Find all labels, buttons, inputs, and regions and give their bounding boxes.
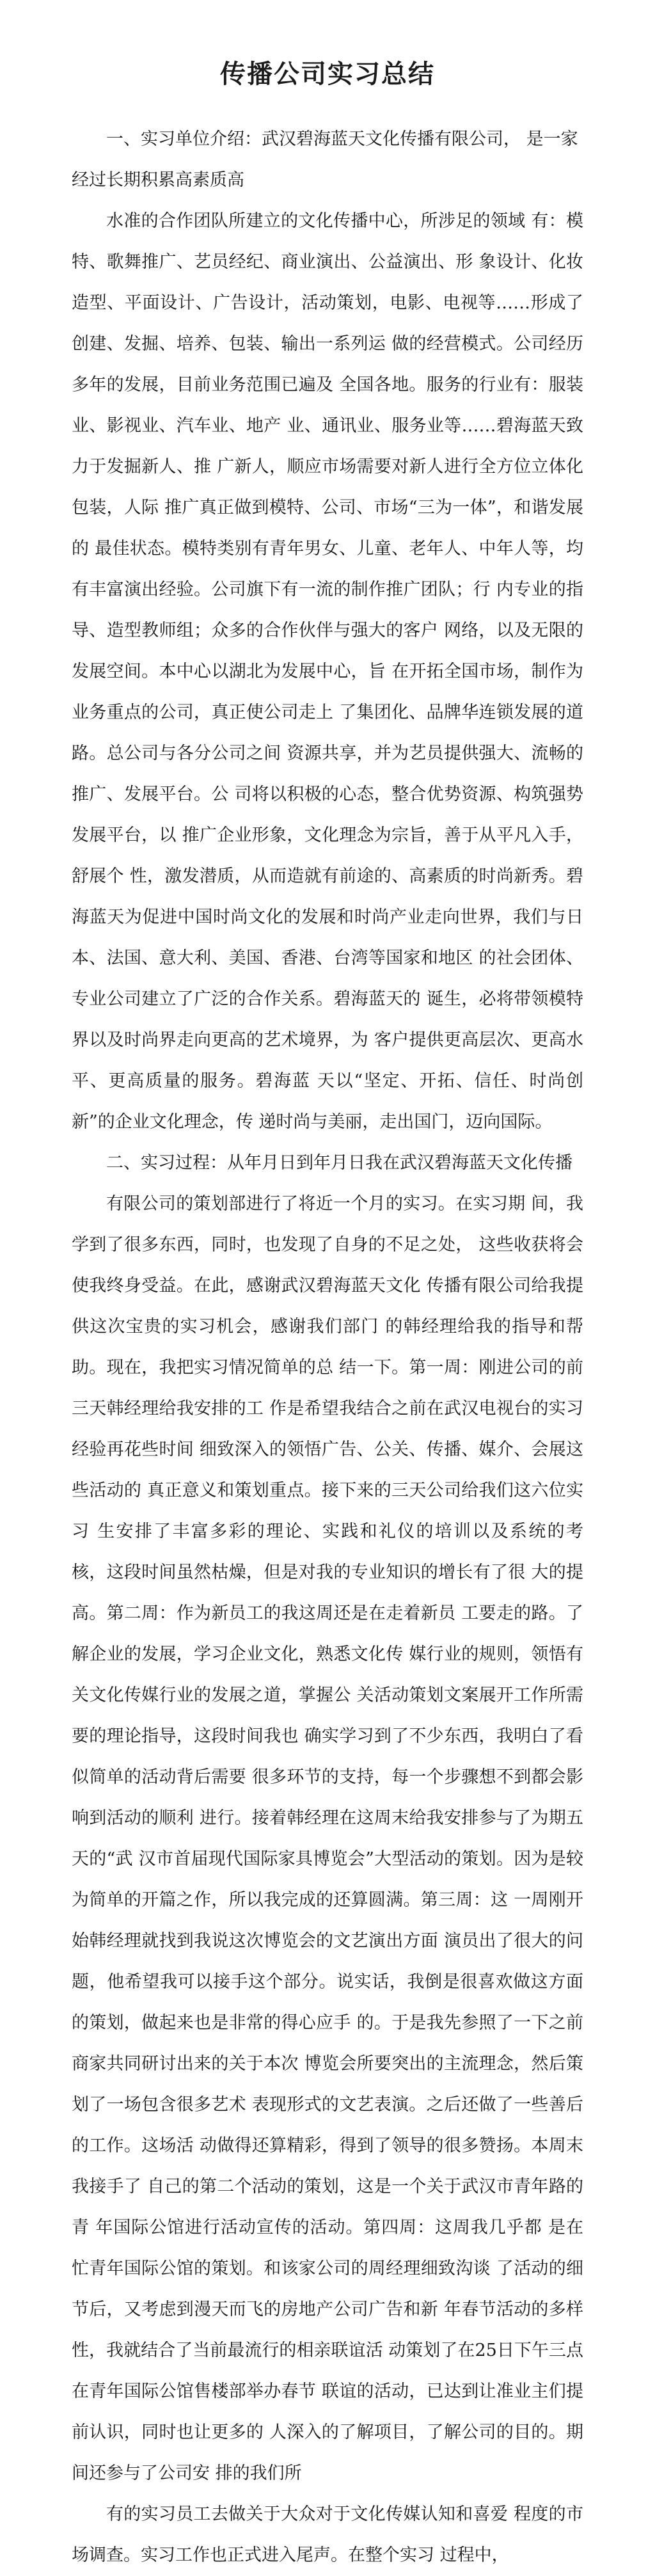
paragraph-unit-intro: 水准的合作团队所建立的文化传播中心，所涉足的领域 有：模特、歌舞推广、艺员经纪、商业演出、公益演出、形 象设计、化妆造型、平面设计、广告设计，活动策划，电影、电视等……形成了创建、发掘、培养、包装、输出一系列运 做的经营模式。公司经历多年的发展，目前业务范围已遍及 全国各地。服务的行业有：服装业、影视业、汽车业、地产 业、通讯业、服务业等……碧海蓝天致力于发掘新人、推 广新人，顺应市场需要对新人进行全方位立体化包装，人际 推广真正做到模特、公司、市场“三为一体”，和谐发展的 最佳状态。模特类别有青年男女、儿童、老年人、中年人等，均有丰富演出经验。公司旗下有一流的制作推广团队；行 内专业的指导、造型教师组；众多的合作伙伴与强大的客户 网络，以及无限的发展空间。本中心以湖北为发展中心，旨 在开拓全国市场，制作为业务重点的公司，真正使公司走上 了集团化、品牌华连锁发展的道路。总公司与各分公司之间 资源共享，并为艺员提供强大、流畅的推广、发展平台。公 司将以积极的心态，整合优势资源、构筑强势发展平台，以 推广企业形象，文化理念为宗旨，善于从平凡入手，舒展个 性，激发潜质，从而造就有前途的、高素质的时尚新秀。碧 海蓝天为促进中国时尚文化的发展和时尚产业走向世界，我们与日本、法国、意大利、美国、香港、台湾等国家和地区 的社会团体、专业公司建立了广泛的合作关系。碧海蓝天的 诞生，必将带领模特界以及时尚界走向更高的艺术境界，为 客户提供更高层次、更高水平、更高质量的服务。碧海蓝 天以“坚定、开拓、信任、时尚创新”的企业文化理念，传 递时尚与美丽，走出国门，迈向国际。 — [72, 211, 583, 1132]
paragraph-internship-process: 有限公司的策划部进行了将近一个月的实习。在实习期 间，我学到了很多东西，同时，也发现了自身的不足之处， 这些收获将会使我终身受益。在此，感谢武汉碧海蓝天文化 传播有限公司给我提供这次宝贵的实习机会，感谢我们部门 的韩经理给我的指导和帮助。现在，我把实习情况简单的总 结一下。第一周：刚进公司的前三天韩经理给我安排的工 作是希望我结合之前在武汉电视台的实习经验再花些时间 细致深入的领悟广告、公关、传播、媒介、会展这些活动的 真正意义和策划重点。接下来的三天公司给我们这六位实习 生安排了丰富多彩的理论、实践和礼仪的培训以及系统的考 核，这段时间虽然枯燥，但是对我的专业知识的增长有了很 大的提高。第二周：作为新员工的我这周还是在走着新员 工要走的路。了解企业的发展，学习企业文化，熟悉文化传 媒行业的规则，领悟有关文化传媒行业的发展之道，掌握公 关活动策划文案展开工作所需要的理论指导，这段时间我也 确实学习到了不少东西，我明白了看似简单的活动背后需要 很多环节的支持，每一个步骤想不到都会影响到活动的顺利 进行。接着韩经理在这周末给我安排参与了为期五天的“武 汉市首届现代国际家具博览会”大型活动的策划。因为是较 为简单的开篇之作，所以我完成的还算圆满。第三周：这 一周刚开始韩经理就找到我说这次博览会的文艺演出方面 演员出了很大的问题，他希望我可以接手这个部分。说实话，我倒是很喜欢做这方面的策划，做起来也是非常的得心应手 的。于是我先参照了一下之前商家共同研讨出来的关于本次 博览会所要突出的主流理念，然后策划了一场包含很多艺术 表现形式的文艺表演。之后还做了一些善后的工作。这场活 动做得还算精彩，得到了领导的很多赞扬。本周末我接手了 自己的第二个活动的策划，这是一个关于武汉市青年路的青 年国际公馆进行活动宣传的活动。第四周：这周我几乎都 是在忙青年国际公馆的策划。和该家公司的周经理细致沟谈 了活动的细节后，又考虑到漫天而飞的房地产公司广告和新 年春节活动的多样性，我就结合了当前最流行的相亲联谊活 动策划了在25日下午三点在青年国际公馆售楼部举办春节 联谊的活动，已达到让准业主们提前认识，同时也让更多的 人深入的了解项目，了解公司的目的。期间还参与了公司安 排的我们所 — [72, 1194, 583, 2483]
section-heading-internship-process: 二、实习过程：从年月日到年月日我在武汉碧海蓝天文化传播 — [106, 1153, 572, 1173]
section-heading-unit-intro: 一、实习单位介绍：武汉碧海蓝天文化传播有限公司， 是一家经过长期积累高素质高 — [72, 129, 578, 190]
paragraph-market-survey: 有的实习员工去做关于大众对于文化传媒认知和喜爱 程度的市场调查。实习工作也正式进入尾声。在整个实习 过程中， — [72, 2504, 583, 2565]
page-title: 传播公司实习总结 — [220, 59, 435, 89]
